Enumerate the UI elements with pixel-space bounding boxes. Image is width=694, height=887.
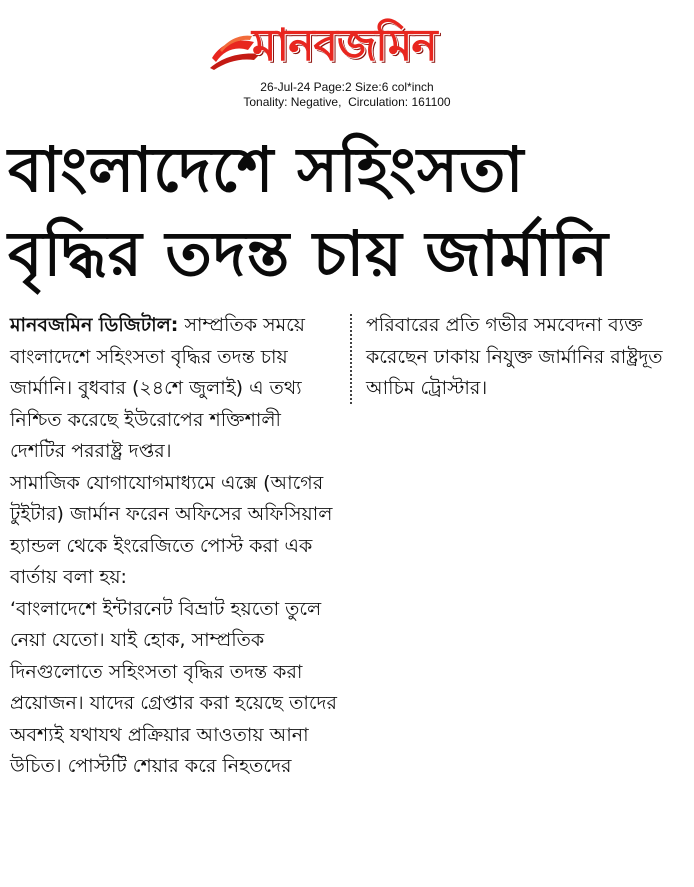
article-paragraph-2: সামাজিক যোগাযোগমাধ্যমে এক্সে (আগের টুইটার) জার্মান ফরেন অফিসের অফিসিয়াল হ্যান্ডল থেকে ইংরেজিতে পোস্ট করা এক বার্তায় বলা হয়:	[10, 471, 333, 588]
headline	[8, 128, 688, 296]
article-column-right	[366, 310, 688, 405]
clipping-info	[0, 80, 694, 110]
article-paragraph-3: ‘বাংলাদেশে ইন্টারনেট বিভ্রাট হয়তো তুলে নেয়া যেতো। যাই হোক, সাম্প্রতিক দিনগুলোতে সহিংসতা বৃদ্ধির তদন্ত করা প্রয়োজন। যাদের গ্রেপ্তার করা হয়েছে তাদের অবশ্যই যথাযথ প্রক্রিয়ার আওতায় আনা উচিত। পোস্টটি শেয়ার করে নিহতদের	[10, 597, 337, 777]
masthead	[0, 10, 694, 78]
article-paragraph-1	[10, 310, 342, 468]
masthead-logo: মানবজমিন	[252, 20, 437, 71]
article-paragraph-4: পরিবারের প্রতি গভীর সমবেদনা ব্যক্ত করেছেন ঢাকায় নিযুক্ত জার্মানির রাষ্ট্রদূত আচিম ট্রোস্টার।	[366, 314, 663, 399]
headline-line-2: বৃদ্ধির তদন্ত চায় জার্মানি	[8, 217, 609, 290]
headline-line-1: বাংলাদেশে সহিংসতা	[8, 133, 525, 206]
clip-info-tonality: Tonality: Negative, Circulation: 161100	[243, 95, 451, 109]
article-paragraph-1-text: সাম্প্রতিক সময়ে বাংলাদেশে সহিংসতা বৃদ্ধির তদন্ত চায় জার্মানি। বুধবার (২৪শে জুলাই) এ তথ্য নিশ্চিত করেছে ইউরোপের শক্তিশালী দেশটির পররাষ্ট্র দপ্তর।	[10, 314, 305, 462]
article-column-left	[10, 310, 342, 783]
clip-info-date-page: 26-Jul-24 Page:2 Size:6 col*inch	[260, 80, 434, 94]
dateline: মানবজমিন ডিজিটাল:	[10, 314, 179, 336]
column-divider	[350, 314, 352, 404]
